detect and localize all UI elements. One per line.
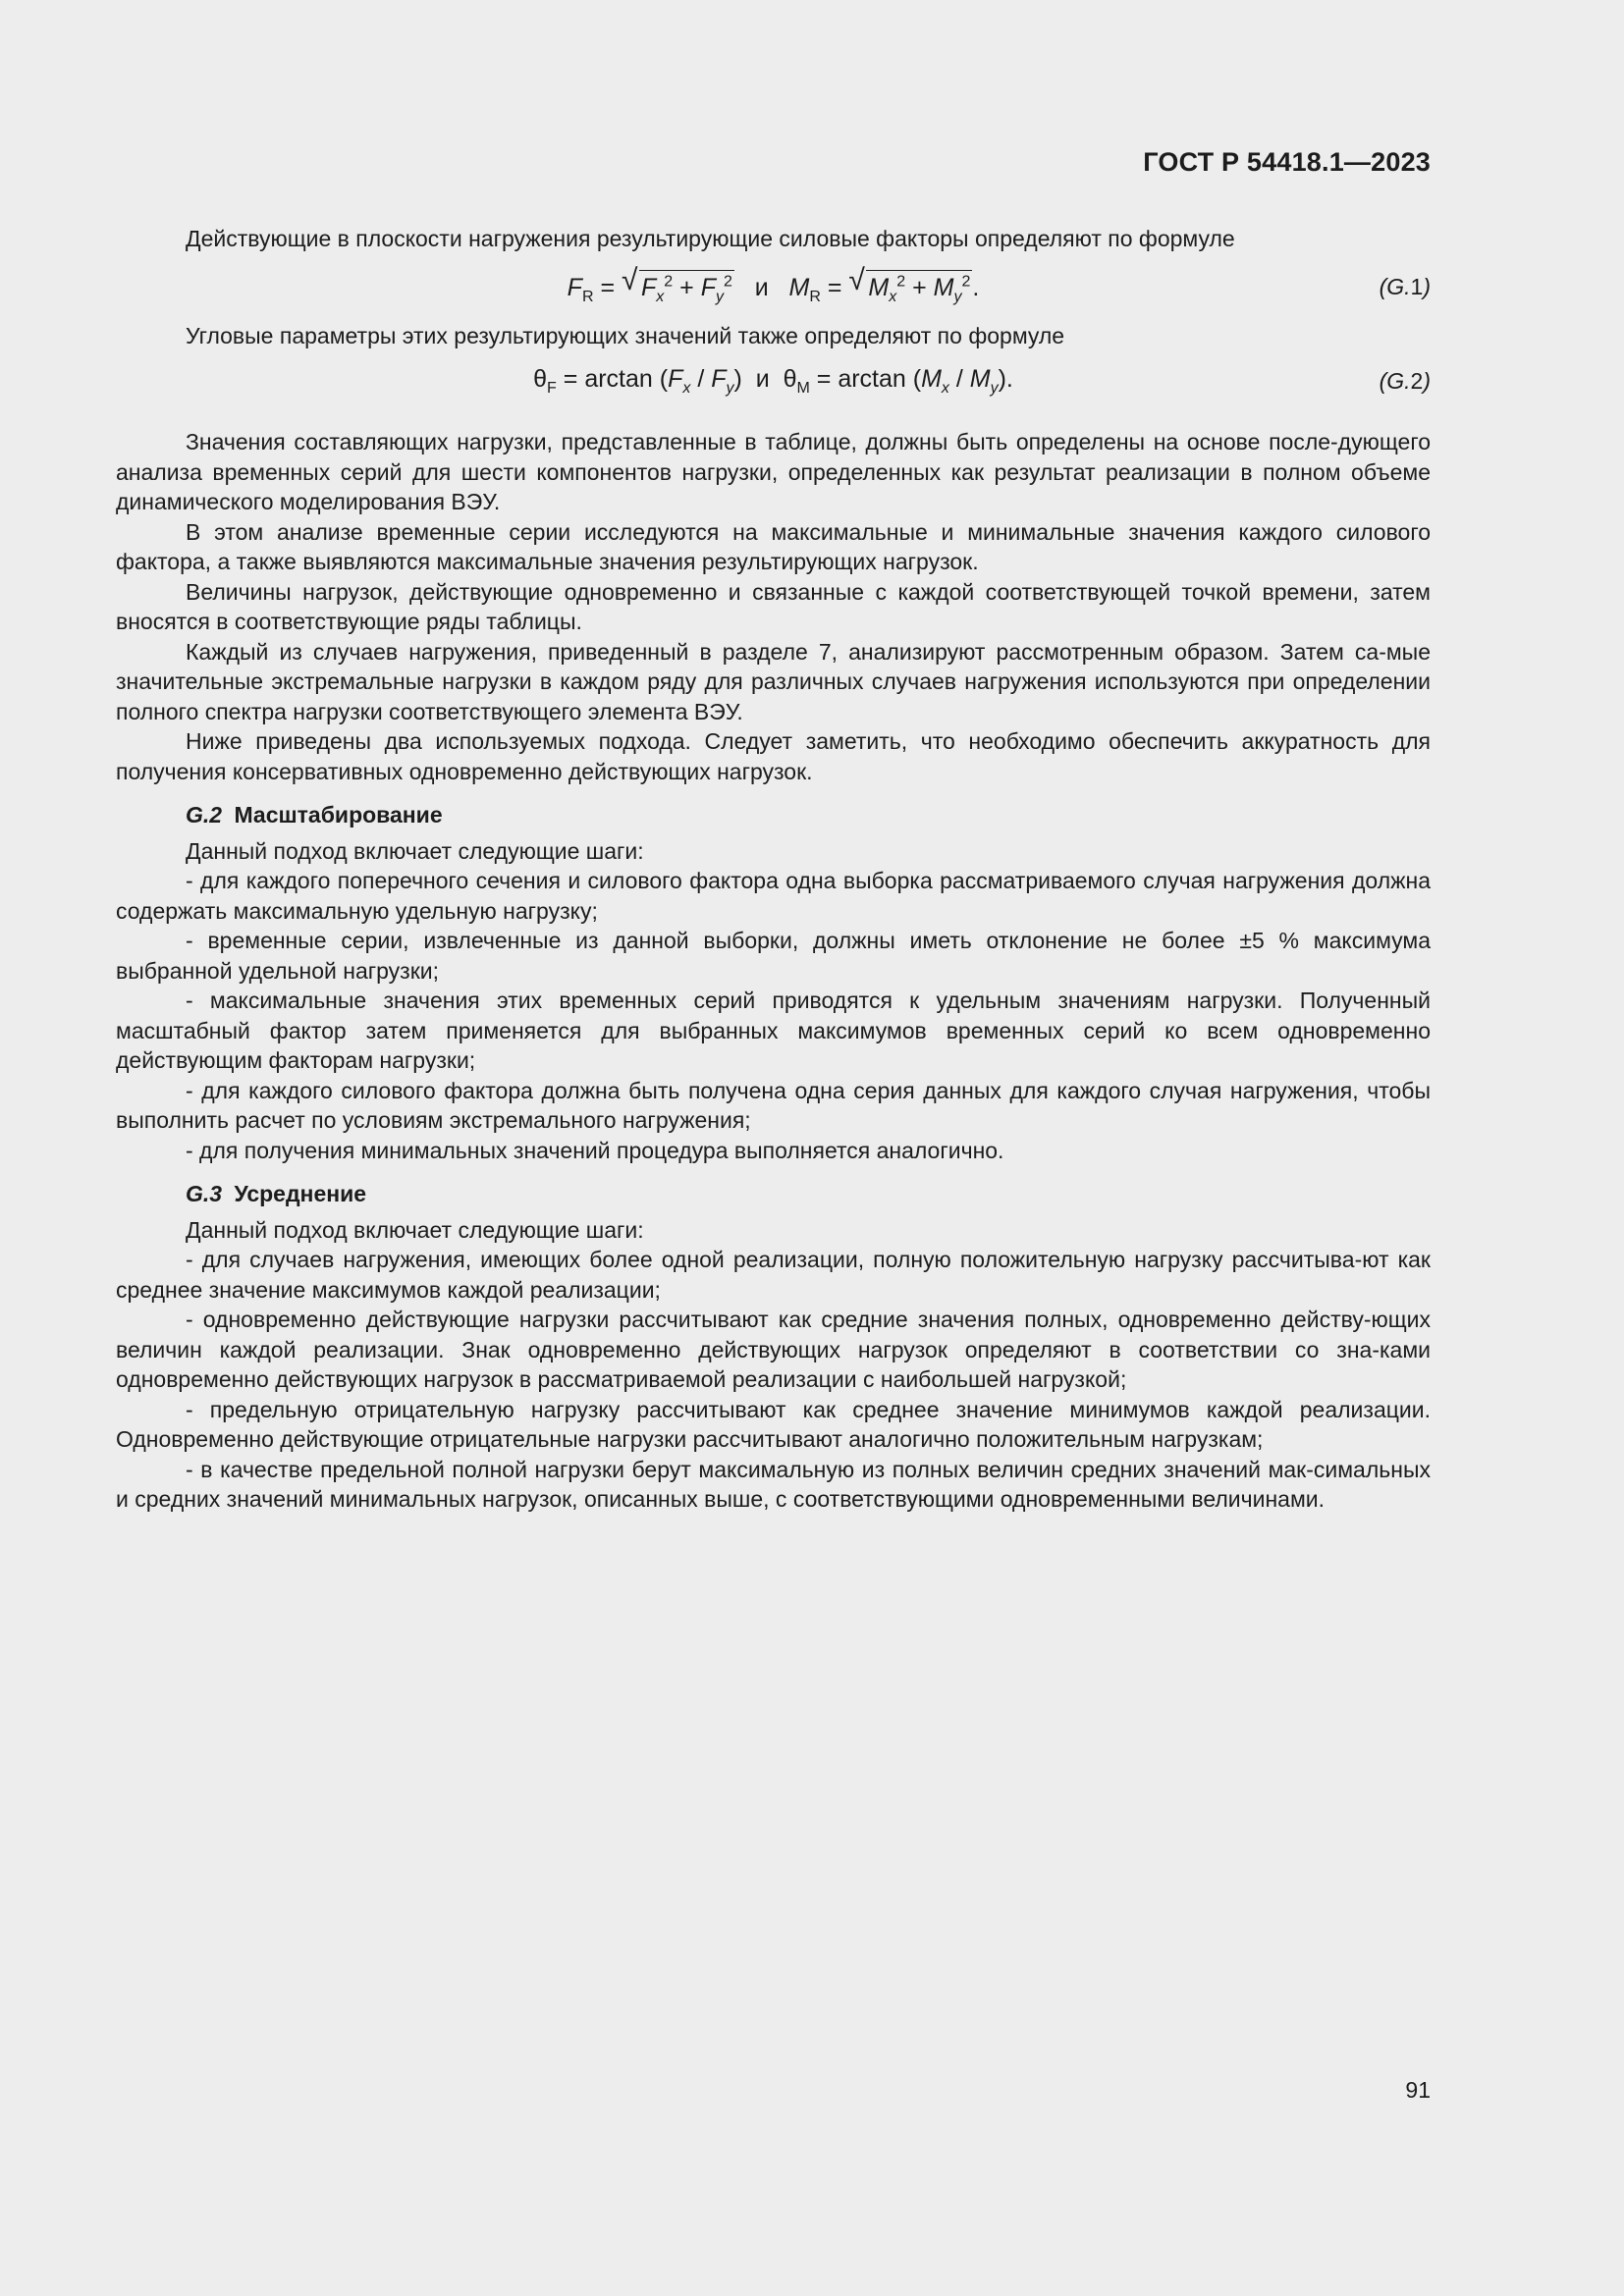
section-intro: Данный подход включает следующие шаги: [186,837,644,864]
formula-g1-number: (G.1) [1379,273,1431,299]
formula-g2-number: (G.2) [1379,368,1431,394]
section-number: G.2 [186,802,223,828]
formula-g1-expression: $F_R$ = √ $F_x^2 + F_y^2$ и $M_R$ = √ $M_x^2 + M_y^2$. [567,263,980,305]
list-item: - для каждого силового фактора должна быть получена одна серия данных для каждого случая нагружения, чтобы выполнить расчет по условиям экстремального нагружения; [116,1077,1431,1133]
formula-g2-and: и [755,365,770,393]
formula-g1-and: и [754,273,769,301]
list-item: - для каждого поперечного сечения и силового фактора одна выборка рассматриваемого случая нагружения должна содержать максимальную удельную нагрузку; [116,868,1431,924]
paragraph: Ниже приведены два используемых подхода. Следует заметить, что необходимо обеспечить аккуратность для получения консервативных одновременно действующих нагрузок. [116,728,1431,784]
list-item: - предельную отрицательную нагрузку рассчитывают как среднее значение минимумов каждой реализации. Одновременно действующие отрицательные нагрузки рассчитывают аналогично положительным нагрузкам; [116,1396,1431,1452]
section-title: Масштабирование [234,802,443,828]
list-item: - для случаев нагружения, имеющих более одной реализации, полную положительную нагрузку рассчитыва-ют как среднее значение максимумов каждой реализации; [116,1247,1431,1303]
section-heading-g2 [186,800,1431,830]
formula-g2-expression: $\theta_F = \arctan (F_x / F_y)$ и $\theta_M = \arctan (M_x / M_y)$. [533,365,1013,397]
page-number: 91 [1405,2077,1431,2103]
list-item: - максимальные значения этих временных серий приводятся к удельным значениям нагрузки. Полученный масштабный фактор затем применяется для выбранных максимумов временных серий ко всем одновременно действующим факторам нагрузки; [116,988,1431,1073]
paragraph: Величины нагрузок, действующие одновременно и связанные с каждой соответствующей точкой времени, затем вносятся в соответствующие ряды таблицы. [116,578,1431,634]
list-item: - для получения минимальных значений процедура выполняется аналогично. [186,1137,1004,1163]
list-item: - в качестве предельной полной нагрузки берут максимальную из полных величин средних значений мак-симальных и средних значений минимальных нагрузок, описанных выше, с соответствующими одновременными величинами. [116,1456,1431,1512]
section-number: G.3 [186,1181,223,1206]
paragraph: В этом анализе временные серии исследуются на максимальные и минимальные значения каждого силового фактора, а также выявляются максимальные значения результирующих нагрузок. [116,518,1431,574]
formula-g1 [116,260,1431,321]
section-intro: Данный подход включает следующие шаги: [186,1216,644,1243]
list-item: - временные серии, извлеченные из данной выборки, должны иметь отклонение не более ±5 % максимума выбранной удельной нагрузки; [116,928,1431,984]
page-content [116,224,1431,1515]
list-item: - одновременно действующие нагрузки рассчитывают как средние значения полных, одновременно действу-ющих величин каждой реализации. Знак одновременно действующих нагрузок определяют в соответствии со зна-ками одновременно действующих нагрузок в рассматриваемой реализации с наибольшей нагрузкой; [116,1307,1431,1392]
formula-g2 [116,354,1431,401]
paragraph: Каждый из случаев нагружения, приведенный в разделе 7, анализируют рассмотренным образом. Затем са-мые значительные экстремальные нагрузки в каждом ряду для различных случаев нагружения используются при определении полного спектра нагрузки соответствующего элемента ВЭУ. [116,638,1431,724]
paragraph: Значения составляющих нагрузки, представленные в таблице, должны быть определены на основе после-дующего анализа временных серий для шести компонентов нагрузки, определенных как результат реализации в полном объеме динамического моделирования ВЭУ. [116,429,1431,514]
section-title: Усреднение [234,1181,367,1206]
formula1-intro: Действующие в плоскости нагружения результирующие силовые факторы определяют по формуле [186,226,1235,251]
document-code-header: ГОСТ Р 54418.1—2023 [1143,147,1431,177]
section-heading-g3 [186,1179,1431,1209]
formula2-intro: Угловые параметры этих результирующих значений также определяют по формуле [186,322,1065,348]
